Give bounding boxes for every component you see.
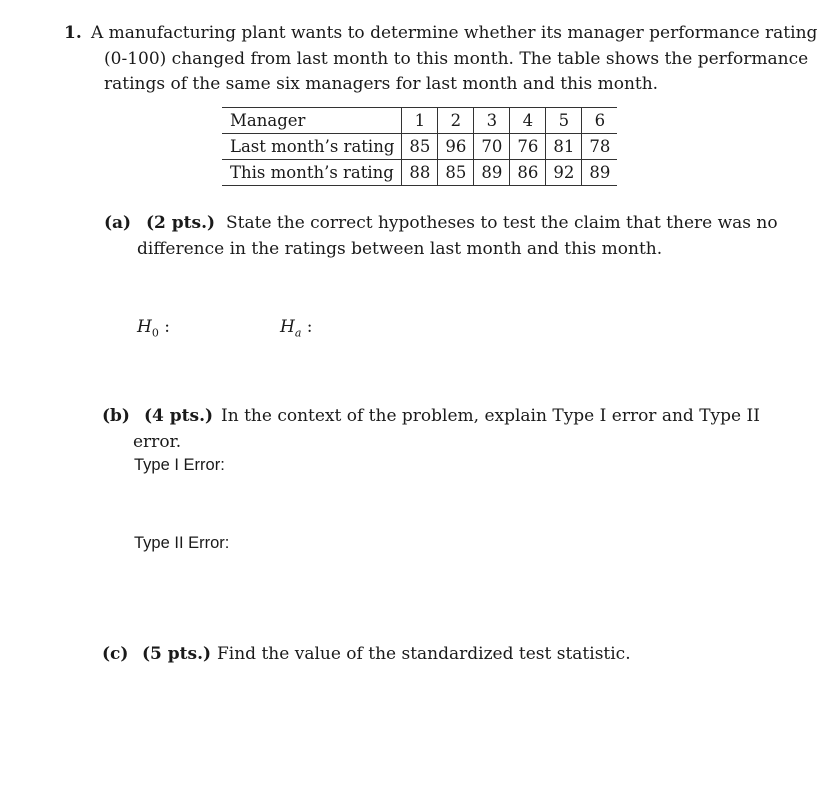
table-header-cell: 1 <box>402 108 438 134</box>
question-text-line-1: A manufacturing plant wants to determine whether its manager performance rating <box>91 23 818 43</box>
table-header-cell: 5 <box>546 108 582 134</box>
table-header-cell: 2 <box>438 108 474 134</box>
part-a-text-line-2: difference in the ratings between last month and this month. <box>137 239 663 259</box>
type-2-error-label: Type II Error: <box>134 534 230 552</box>
h0-subscript: 0 <box>151 326 159 340</box>
part-c-text: Find the value of the standardized test statistic. <box>217 644 631 664</box>
question-number: 1. <box>64 23 82 43</box>
table-cell: 89 <box>474 160 510 186</box>
table-cell: 85 <box>438 160 474 186</box>
ratings-table <box>222 107 617 186</box>
table-cell: 85 <box>402 134 438 160</box>
part-c-label: (c) <box>102 644 129 664</box>
table-cell: 81 <box>546 134 582 160</box>
table-header-cell: 6 <box>582 108 618 134</box>
part-b-text-line-2: error. <box>133 432 182 452</box>
null-hypothesis-label <box>137 317 170 339</box>
table-cell: 92 <box>546 160 582 186</box>
part-a-label: (a) <box>104 213 132 233</box>
table-row-label: This month’s rating <box>222 160 402 186</box>
part-c-points: (5 pts.) <box>142 644 212 664</box>
question-text-line-3: ratings of the same six managers for last month and this month. <box>104 74 659 94</box>
table-cell: 88 <box>402 160 438 186</box>
table-row-label: Last month’s rating <box>222 134 402 160</box>
alternative-hypothesis-label <box>280 317 313 339</box>
ha-subscript: a <box>294 326 302 340</box>
table-row <box>222 160 617 186</box>
part-a-points: (2 pts.) <box>146 213 216 233</box>
table-header-row <box>222 108 617 134</box>
table-cell: 96 <box>438 134 474 160</box>
part-b-text-line-1: In the context of the problem, explain Type I error and Type II <box>221 406 760 426</box>
question-text-line-2: (0-100) changed from last month to this month. The table shows the performance <box>104 49 809 69</box>
part-b-label: (b) <box>102 406 130 426</box>
table-cell: 78 <box>582 134 618 160</box>
type-1-error-label: Type I Error: <box>134 456 225 474</box>
table-cell: 89 <box>582 160 618 186</box>
part-a-text-line-1: State the correct hypotheses to test the claim that there was no <box>226 213 778 233</box>
ha-symbol: H <box>280 317 295 337</box>
part-b-points: (4 pts.) <box>144 406 214 426</box>
table-header-cell: 3 <box>474 108 510 134</box>
h0-colon: : <box>158 317 170 337</box>
table-header-cell: 4 <box>510 108 546 134</box>
table-cell: 76 <box>510 134 546 160</box>
table-row <box>222 134 617 160</box>
table-header-label: Manager <box>222 108 402 134</box>
ha-colon: : <box>301 317 313 337</box>
h0-symbol: H <box>137 317 152 337</box>
table-cell: 70 <box>474 134 510 160</box>
table-cell: 86 <box>510 160 546 186</box>
